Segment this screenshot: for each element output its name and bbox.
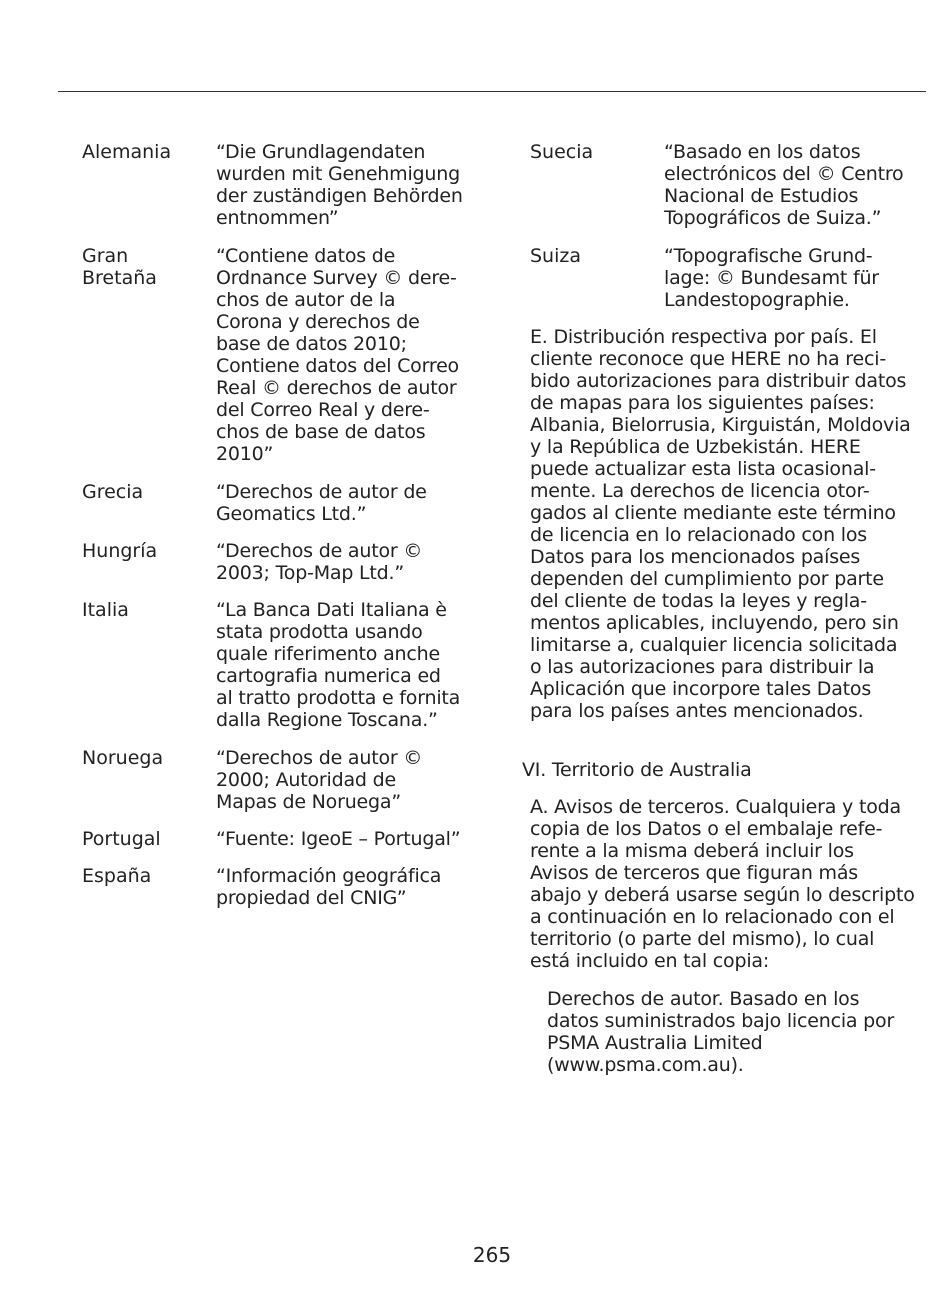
country-name: Grecia: [82, 481, 144, 503]
country-name: Italia: [82, 599, 129, 621]
section-e-paragraph: E. Distribución respectiva por país. El cliente reconoce que HERE no ha reci- bido autorizaciones para distribuir datos de mapas para los siguientes países: Albania, Bielorrusia, Kirguistán, Moldovia y la República de Uzbekistán. HERE puede actualizar esta lista ocasional- mente. La derechos de licencia otor- gados al cliente mediante este término de licencia en lo relacionado con los Datos para los mencionados países dependen del cumplimiento por parte del cliente de todas la leyes y regla- mentos aplicables, incluyendo, pero sin limitarse a, cualquier licencia solicitada o las autorizaciones para distribuir la Aplicación que incorpore tales Datos para los países antes mencionados.: [530, 326, 911, 722]
attribution-text: “Basado en los datos electrónicos del © Centro Nacional de Estudios Topográficos de Suiza.”: [664, 141, 904, 229]
page-number: 265: [472, 1243, 512, 1267]
attribution-text: “La Banca Dati Italiana è stata prodotta usando quale riferimento anche cartografia numerica ed al tratto prodotta e fornita dalla Regione Toscana.”: [216, 599, 461, 731]
attribution-text: “Fuente: IgeoE – Portugal”: [216, 828, 461, 850]
section-heading: VI. Territorio de Australia: [522, 759, 752, 781]
country-name: Noruega: [82, 747, 164, 769]
attribution-text: “Topografische Grund- lage: © Bundesamt für Landestopographie.: [664, 245, 879, 311]
country-name: Suecia: [530, 141, 594, 163]
country-name: Portugal: [82, 828, 161, 850]
copyright-notice: Derechos de autor. Basado en los datos suministrados bajo licencia por PSMA Australia Limited (www.psma.com.au).: [547, 988, 895, 1076]
country-name: Hungría: [82, 540, 158, 562]
country-name: Suiza: [530, 245, 581, 267]
header-rule: [58, 91, 926, 92]
country-name: Alemania: [82, 141, 172, 163]
attribution-text: “Información geográfica propiedad del CNIG”: [216, 865, 442, 909]
country-name: España: [82, 865, 152, 887]
attribution-text: “Contiene datos de Ordnance Survey © dere- chos de autor de la Corona y derechos de base de datos 2010; Contiene datos del Correo Real © derechos de autor del Correo Real y dere- chos de base de datos 2010”: [216, 245, 459, 465]
section-a-paragraph: A. Avisos de terceros. Cualquiera y toda copia de los Datos o el embalaje refe- rente a la misma deberá incluir los Avisos de terceros que figuran más abajo y deberá usarse según lo descripto a continuación en lo relacionado con el territorio (o parte del mismo), lo cual está incluido en tal copia:: [530, 796, 915, 972]
attribution-text: “Derechos de autor © 2000; Autoridad de Mapas de Noruega”: [216, 747, 423, 813]
attribution-text: “Derechos de autor de Geomatics Ltd.”: [216, 481, 427, 525]
country-name: Gran Bretaña: [82, 245, 157, 289]
attribution-text: “Derechos de autor © 2003; Top-Map Ltd.”: [216, 540, 423, 584]
attribution-text: “Die Grundlagendaten wurden mit Genehmigung der zuständigen Behörden entnommen”: [216, 141, 463, 229]
